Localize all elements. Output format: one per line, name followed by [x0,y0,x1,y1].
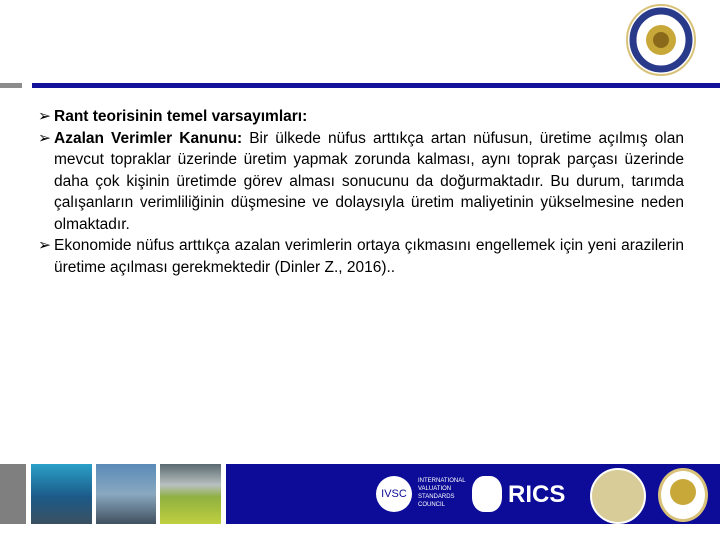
society-seal-logo [590,468,646,524]
header-blue-bar [32,83,720,88]
arrow-bullet-icon: ➢ [38,129,51,147]
bullet-text: Bir ülkede nüfus arttıkça artan nüfusun, üretime açılmış olan mevcut topraklar üzerinde üretim yapmak zorunda kalması, aynı toprak parçası üzerinde daha çok kişinin üretimde görev alması sonucunu da doğurmaktadır. Bu durum, tarımda çalışanların verimliliğinin düşmesine ve dolaysıyla üretim maliyetinin yükselmesine neden olmaktadır. [54,129,684,233]
skyscraper-photo [96,464,156,524]
header-gray-bar [0,83,22,88]
bullet-item [38,128,684,236]
ivsc-text: INTERNATIONAL VALUATION STANDARDS COUNCIL [418,478,466,508]
bullet-heading: Rant teorisinin temel varsayımları: [54,108,308,125]
city-photo [31,464,92,524]
footer-gray-block [0,464,26,524]
arrow-bullet-icon: ➢ [38,108,51,125]
bullet-heading: Azalan Verimler Kanunu: [54,129,243,147]
ankara-university-footer-logo [658,468,708,522]
ivsc-logo: IVSC [376,476,412,512]
bullet-text: Ekonomide nüfus arttıkça azalan verimlerin ortaya çıkmasını engellemek için yeni arazilerin üretime açılması gerekmektedir (Dinler Z., 2016).. [54,237,684,276]
ankara-university-logo [626,4,696,76]
bullet-item [38,106,684,128]
arrow-bullet-icon: ➢ [38,237,51,254]
slide-content [38,106,684,278]
rics-logo: RICS [508,481,566,508]
rics-lion-icon [472,476,502,512]
bullet-item [38,235,684,278]
field-photo [160,464,221,524]
footer-logo-band [226,464,720,524]
